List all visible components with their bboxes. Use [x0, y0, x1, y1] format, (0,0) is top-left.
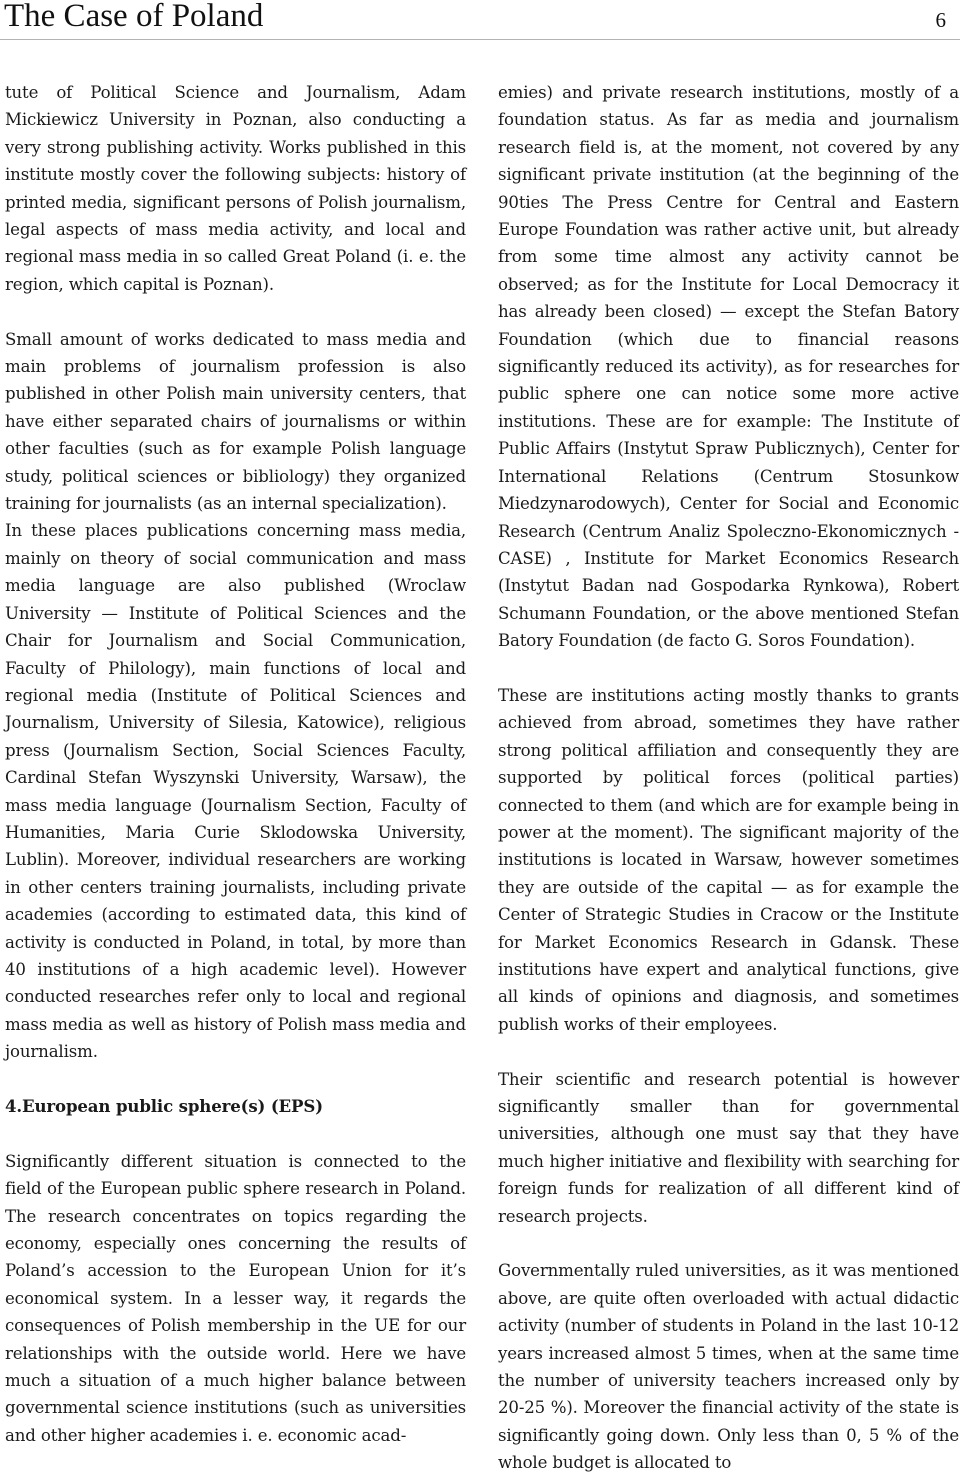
running-title: The Case of Poland: [4, 0, 264, 34]
paragraph-publication-places: In these places publications concerning mass media, mainly on theory of social communication and mass media language are also published (Wroclaw University — Institute of Political Sciences and the Chair for Journalism and Social Communication, Faculty of Philology), main functions of local and regional media (Institute of Political Sciences and Journalism, University of Silesia, Katowice), religious press (Journalism Section, Social Sciences Faculty, Cardinal Stefan Wyszynski University, Warsaw), the mass media language (Journalism Section, Faculty of Humanities, Maria Curie Sklodowska University, Lublin). Moreover, individual researchers are working in other centers training journalists, including private academies (according to estimated data, this kind of activity is conducted in Poland, in total, by more than 40 institutions of a high academic level). However conducted researches refer only to local and regional mass media as well as history of Polish mass media and journalism.: [5, 521, 466, 1062]
paragraph-research-potential: Their scientific and research potential is however significantly smaller than for governmental universities, although one must say that they have much higher initiative and flexibility with searching for foreign funds for realization of all different kind of research projects.: [498, 1069, 959, 1226]
paragraph-grants: These are institutions acting mostly thanks to grants achieved from abroad, sometimes they have rather strong political affiliation and consequently they are supported by political forces (political parties) connected to them (and which are for example being in power at the moment). The significant majority of the institutions is located in Warsaw, however sometimes they are outside of the capital — as for example the Center of Strategic Studies in Cracow or the Institute for Market Economics Research in Gdansk. These institutions have expert and analytical functions, give all kinds of opinions and diagnosis, and sometimes publish works of their employees.: [498, 685, 959, 1034]
section-heading: 4.European public sphere(s) (EPS): [5, 1096, 323, 1116]
left-column: [5, 79, 466, 1449]
page-number: 6: [935, 8, 946, 32]
paragraph-poznan-institute: tute of Political Science and Journalism, Adam Mickiewicz University in Poznan, also conducting a very strong publishing activity. Works published in this institute mostly cover the following subjects: history of printed media, significant persons of Polish journalism, legal aspects of mass media activity, and local and regional mass media in so called Great Poland (i. e. the region, which capital is Poznan).: [5, 83, 466, 294]
page-header: [0, 0, 960, 40]
paragraph-other-universities: Small amount of works dedicated to mass media and main problems of journalism profession is also published in other Polish main university centers, that have either separated chairs of journalisms or within other faculties (such as for example Polish language study, political sciences or bibliology) they organized training for journalists (as an internal specialization).: [5, 329, 466, 514]
right-column: [498, 79, 959, 1477]
paragraph-private-institutions: emies) and private research institutions, mostly of a foundation status. As far as media and journalism research field is, at the moment, not covered by any significant private institution (at the beginning of the 90ties The Press Centre for Central and Eastern Europe Foundation was rather active unit, but already from some time almost any activity cannot be observed; as for the Institute for Local Democracy it has already been closed) — except the Stefan Batory Foundation (which due to financial reasons significantly reduced its activity), as for researches for public sphere one can notice some more active institutions. These are for example: The Institute of Public Affairs (Instytut Spraw Publicznych), Center for International Relations (Centrum Stosunkow Miedzynarodowych), Center for Social and Economic Research (Centrum Analiz Spoleczno-Ekonomicznych - CASE) , Institute for Market Economics Research (Instytut Badan nad Gospodarka Rynkowa), Robert Schumann Foundation, or the above mentioned Stefan Batory Foundation (de facto G. Soros Foundation).: [498, 83, 959, 651]
paragraph-governmental-universities: Governmentally ruled universities, as it was mentioned above, are quite often overloaded with actual didactic activity (number of students in Poland in the last 10-12 years increased almost 5 times, when at the same time the number of university teachers increased only by 20-25 %). Moreover the financial activity of the state is significantly going down. Only less than 0, 5 % of the whole budget is allocated to: [498, 1261, 959, 1473]
paragraph-eps-research: Significantly different situation is connected to the field of the European public sphere research in Poland. The research concentrates on topics regarding the economy, especially ones concerning the results of Poland’s accession to the European Union for it’s economical system. In a lesser way, it regards the consequences of Polish membership in the UE for our relationships with the outside world. Here we have much a situation of a much higher balance between governmental science institutions (such as universities and other higher academies i. e. economic acad-: [5, 1151, 466, 1445]
header-divider: [0, 39, 960, 40]
